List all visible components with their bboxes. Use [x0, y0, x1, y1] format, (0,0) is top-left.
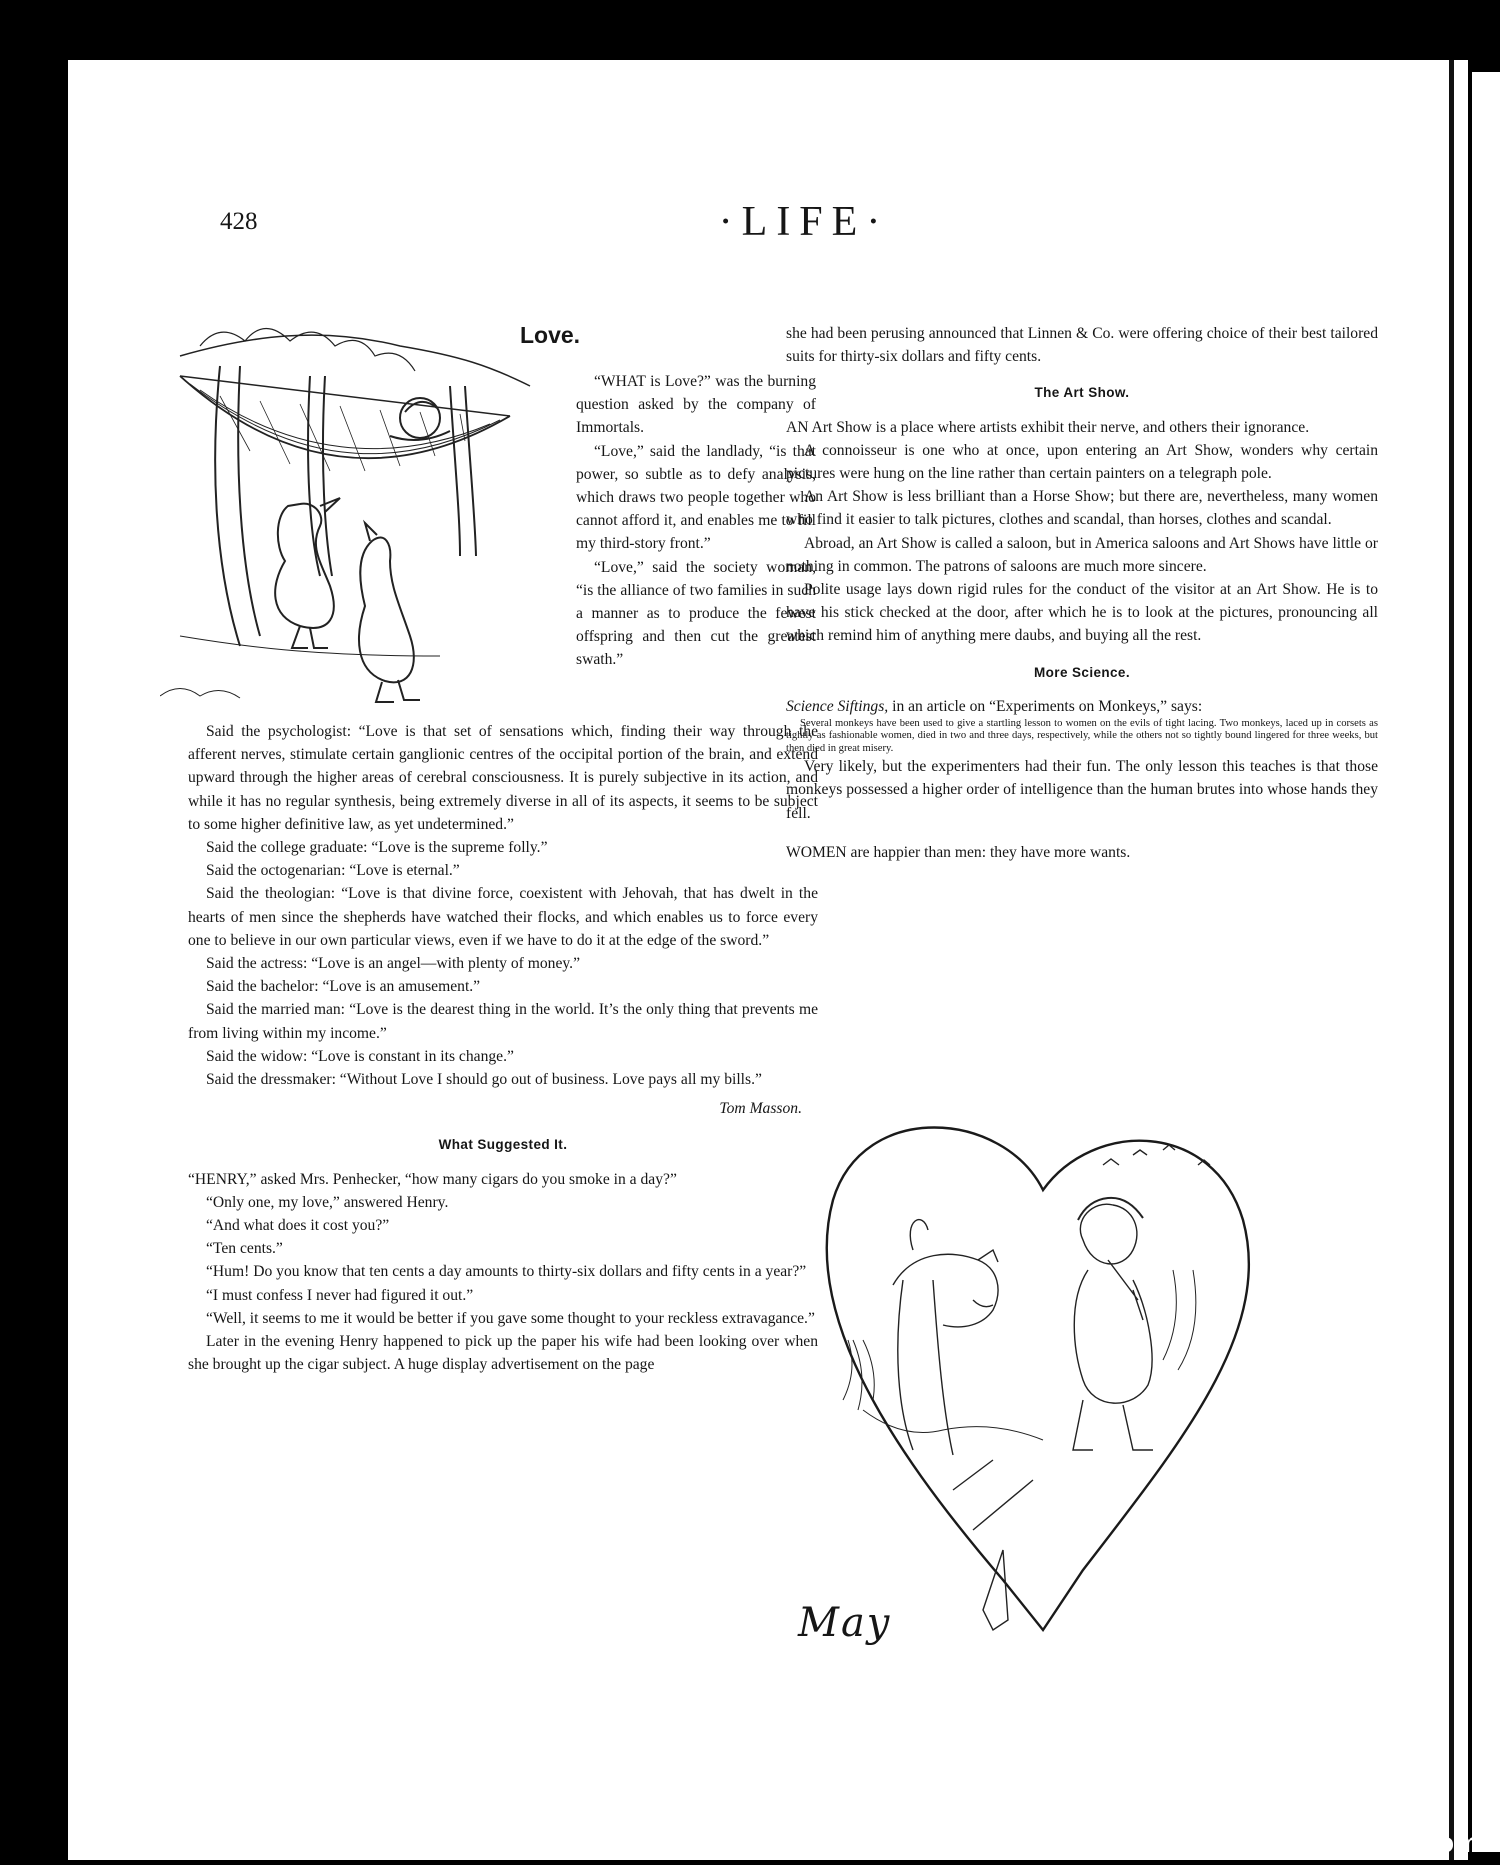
suggested-p9: she had been perusing announced that Linnen & Co. were offering choice of their best tailored suits for thirty-six dollars and fifty cents. — [786, 325, 1378, 366]
watermark: comicbooks.com — [1244, 1827, 1480, 1858]
suggested-p5: “Hum! Do you know that ten cents a day amounts to thirty-six dollars and fifty cents in a year?” — [206, 1263, 807, 1281]
love-society: “Love,” said the society woman, “is the alliance of two families in such a manner as to produce the fewest offspring and then cut the greatest swath.” — [576, 558, 816, 669]
science-intro-rest: in an article on “Experiments on Monkeys,” says: — [892, 697, 1203, 715]
love-widow: Said the widow: “Love is constant in its change.” — [206, 1047, 514, 1065]
suggested-title: What Suggested It. — [438, 1137, 568, 1153]
love-landlady: “Love,” said the landlady, “is that power, so subtle as to defy analysis, which draws two people together who cannot afford it, and enables me to fill my third-story front.” — [576, 442, 816, 553]
love-actress: Said the actress: “Love is an angel—with plenty of money.” — [206, 955, 580, 973]
suggested-p2: “Only one, my love,” answered Henry. — [206, 1193, 449, 1211]
page-gutter — [1449, 60, 1454, 1860]
right-column — [786, 322, 1378, 864]
science-p2: Very likely, but the experimenters had their fun. The only lesson this teaches is that those monkeys possessed a higher order of intelligence than the human brutes into whose hands they fell. — [786, 758, 1378, 822]
love-opening: “WHAT is Love?” was the burning question asked by the company of Immortals. — [576, 373, 816, 437]
women-paragraph: WOMEN are happier than men: they have more wants. — [786, 843, 1131, 861]
left-column — [188, 720, 818, 1376]
illustration-signature: May — [798, 1600, 892, 1646]
art-show-p5: Polite usage lays down rigid rules for the conduct of the visitor at an Art Show. He is to have his stick checked at the door, after which he is to look at the pictures, pronouncing all which remind him of anything mere daubs, and buying all the rest. — [786, 581, 1378, 645]
page-number: 428 — [220, 208, 258, 235]
suggested-p1: “HENRY,” asked Mrs. Penhecker, “how many cigars do you smoke in a day?” — [188, 1170, 677, 1188]
love-octogenarian: Said the octogenarian: “Love is eternal.” — [206, 862, 460, 880]
love-title: Love. — [520, 322, 581, 348]
hammock-geese-illustration — [160, 316, 570, 716]
suggested-p8: Later in the evening Henry happened to pick up the paper his wife had been looking over when she brought up the cigar subject. A huge display advertisement on the page — [188, 1333, 818, 1374]
love-dressmaker: Said the dressmaker: “Without Love I should go out of business. Love pays all my bills.” — [206, 1071, 762, 1089]
science-siftings-title: Science Siftings, — [786, 697, 889, 715]
magazine-page — [68, 60, 1468, 1860]
suggested-p3: “And what does it cost you?” — [206, 1217, 390, 1235]
love-intro-block — [576, 370, 816, 672]
love-married: Said the married man: “Love is the dearest thing in the world. It’s the only thing that prevents me from living within my income.” — [188, 1001, 818, 1042]
suggested-p6: “I must confess I never had figured it out.” — [206, 1286, 474, 1304]
science-quote: Several monkeys have been used to give a startling lesson to women on the evils of tight lacing. Two monkeys, laced up in corsets as tightly as fashionable women, died in two and three days, respectively, while the others not so tightly bound lingered for three weeks, but then died in great misery. — [786, 718, 1378, 754]
next-page-edge — [1472, 72, 1500, 1852]
art-show-p1: AN Art Show is a place where artists exhibit their nerve, and others their ignorance. — [786, 418, 1310, 436]
love-psychologist: Said the psychologist: “Love is that set of sensations which, finding their way through the afferent nerves, stimulate certain ganglionic centres of the occipital portion of the brain, and extend upward through the higher areas of cerebral consciousness. It is purely subjective in its action, and while it has no regular synthesis, being extremely diverse in all of its aspects, it seems to be subject to some higher definitive law, as yet undetermined.” — [188, 723, 818, 833]
art-show-p3: An Art Show is less brilliant than a Horse Show; but there are, nevertheless, many women who find it easier to talk pictures, clothes and scandal, than horses, clothes and scandal. — [786, 488, 1378, 529]
art-show-p2: A connoisseur is one who at once, upon entering an Art Show, wonders why certain pictures were hung on the line rather than certain painters on a telegraph pole. — [786, 441, 1378, 483]
science-intro — [786, 695, 1378, 718]
love-theologian: Said the theologian: “Love is that divine force, coexistent with Jehovah, that has dwelt in the hearts of men since the shepherds have watched their flocks, and which enables us to force every one to believe in our own particular views, even if we have to do it at the edge of the sword.” — [188, 885, 818, 949]
love-graduate: Said the college graduate: “Love is the supreme folly.” — [206, 839, 548, 857]
masthead: ·LIFE· — [718, 199, 890, 245]
science-title: More Science. — [1034, 664, 1130, 680]
love-bachelor: Said the bachelor: “Love is an amusement.” — [206, 978, 481, 996]
art-show-title: The Art Show. — [1034, 385, 1130, 401]
art-show-p4: Abroad, an Art Show is called a saloon, but in America saloons and Art Shows have little or nothing in common. The patrons of saloons are much more sincere. — [786, 534, 1378, 575]
suggested-p7: “Well, it seems to me it would be better if you gave some thought to your reckless extravagance.” — [206, 1309, 815, 1327]
suggested-p4: “Ten cents.” — [206, 1240, 283, 1258]
love-signature: Tom Masson. — [719, 1100, 802, 1118]
